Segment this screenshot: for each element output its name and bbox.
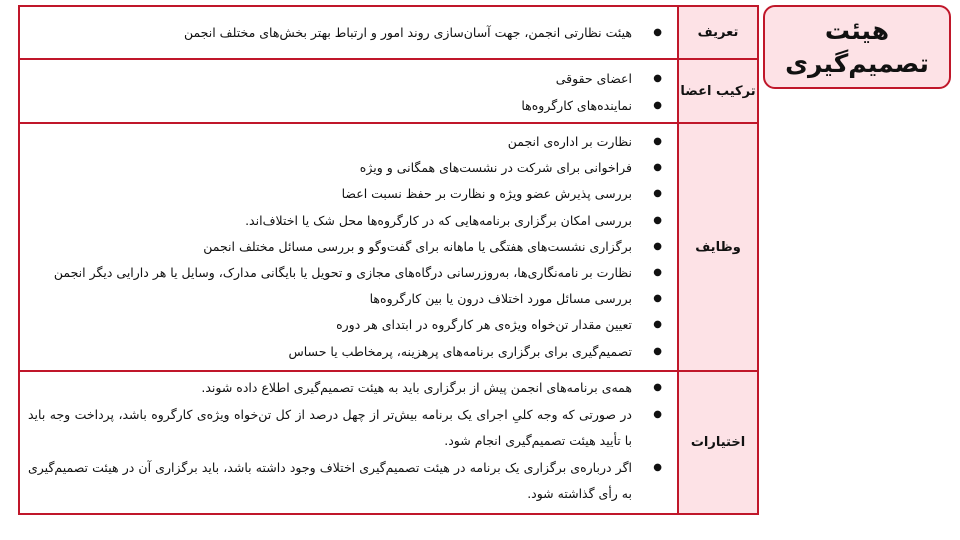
title-box (763, 5, 951, 89)
label-authorities: اختیارات (678, 371, 758, 514)
list-item: ● برگزاری نشست‌های هفتگی یا ماهانه برای گفت‌وگو و بررسی مسائل مختلف انجمن (28, 234, 632, 260)
list-item: ● هیئت نظارتی انجمن، جهت آسان‌سازی روند امور و ارتباط بهتر بخش‌های مختلف انجمن (28, 23, 632, 43)
list-item: ● تصمیم‌گیری برای برگزاری برنامه‌های پرهزینه، پرمخاطب یا حساس (28, 339, 632, 365)
label-definition: تعریف (678, 6, 758, 59)
list-item: ● همه‌ی برنامه‌های انجمن پیش از برگزاری باید به هیئت تصمیم‌گیری اطلاع داده شوند. (28, 375, 632, 402)
list-item: ● بررسی پذیرش عضو ویژه و نظارت بر حفظ نسبت اعضا (28, 181, 632, 207)
list-item: ● بررسی امکان برگزاری برنامه‌هایی که در کارگروه‌ها محل شک یا اختلاف‌اند. (28, 208, 632, 234)
authorities-list (20, 372, 677, 508)
list-item: ● نظارت بر اداره‌ی انجمن (28, 129, 632, 155)
label-members: ترکیب اعضا (678, 59, 758, 123)
duties-list (20, 124, 677, 365)
row-members (19, 59, 758, 123)
row-definition (19, 6, 758, 59)
members-list (20, 60, 677, 119)
info-table (18, 5, 759, 515)
content-duties (19, 123, 678, 371)
list-item: ● فراخوانی برای شرکت در نشست‌های همگانی و ویژه (28, 155, 632, 181)
list-item: ● در صورتی که وجه کلیِ اجرای یک برنامه بیش‌تر از چهل درصد از کل تن‌خواه ویژه‌ی کارگروه باشد، پرداخت وجه باید با تأیید هیئت تصمیم‌گیری انجام شود. (28, 402, 632, 455)
list-item: ● نماینده‌های کارگروه‌ها (28, 92, 632, 119)
page-title: هیئت تصمیم‌گیری (785, 16, 929, 78)
definition-list (20, 7, 677, 43)
row-duties (19, 123, 758, 371)
content-members (19, 59, 678, 123)
list-item: ● اعضای حقوقی (28, 65, 632, 92)
label-duties: وظایف (678, 123, 758, 371)
list-item: ● نظارت بر نامه‌نگاری‌ها، به‌روزرسانی درگاه‌های مجازی و تحویل یا بایگانی مدارک، وسایل یا هر دارایی دیگر انجمن (28, 260, 632, 286)
list-item: ● تعیین مقدار تن‌خواه ویژه‌ی هر کارگروه در ابتدای هر دوره (28, 312, 632, 338)
row-authorities (19, 371, 758, 514)
content-authorities (19, 371, 678, 514)
list-item: ● اگر درباره‌ی برگزاری یک برنامه در هیئت تصمیم‌گیری اختلاف وجود داشته باشد، باید برگزاری آن در هیئت تصمیم‌گیری به رأی گذاشته شود. (28, 455, 632, 508)
content-definition (19, 6, 678, 59)
list-item: ● بررسی مسائل مورد اختلاف درون یا بین کارگروه‌ها (28, 286, 632, 312)
